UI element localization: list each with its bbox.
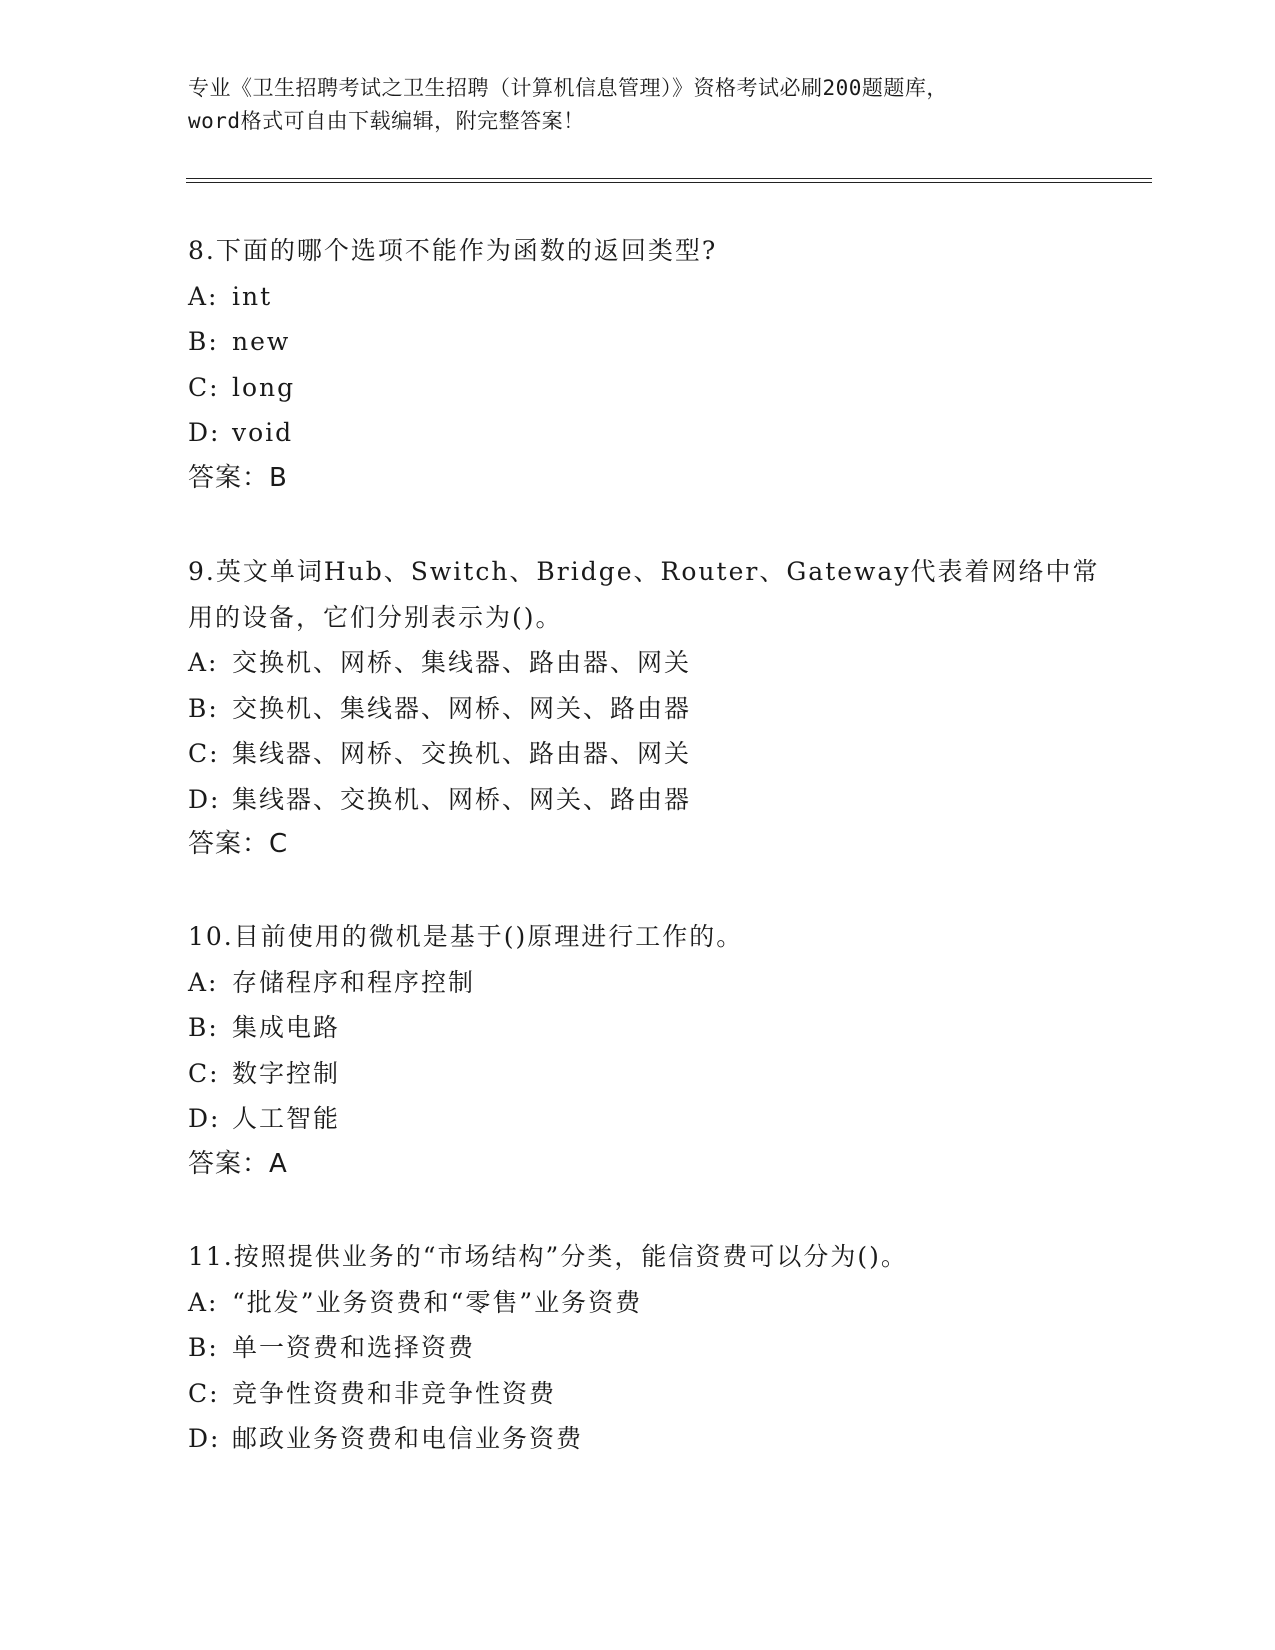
option-text: 竞争性资费和非竞争性资费 xyxy=(232,1378,557,1408)
option-letter: B: xyxy=(188,1013,219,1042)
option-text: 单一资费和选择资费 xyxy=(232,1333,476,1362)
option-c xyxy=(188,365,1148,411)
option-a xyxy=(188,1280,1148,1326)
question-10 xyxy=(188,914,1148,1187)
option-letter: C: xyxy=(188,739,220,768)
option-b xyxy=(188,1325,1148,1371)
option-letter: C: xyxy=(188,372,220,402)
answer-label: 答案：B xyxy=(188,462,288,493)
option-text: void xyxy=(232,418,294,447)
question-11 xyxy=(188,1234,1148,1462)
option-text: “批发”业务资费和“零售”业务资费 xyxy=(232,1287,643,1317)
answer-label: 答案：A xyxy=(188,1148,288,1179)
option-text: 交换机、集线器、网桥、网关、路由器 xyxy=(232,693,692,723)
option-text: 邮政业务资费和电信业务资费 xyxy=(232,1424,584,1453)
option-letter: C: xyxy=(188,1058,220,1088)
option-text: 集线器、网桥、交换机、路由器、网关 xyxy=(232,739,692,768)
answer-label: 答案：C xyxy=(188,829,289,859)
option-letter: D: xyxy=(188,1104,221,1133)
option-b xyxy=(188,319,1148,365)
option-letter: D: xyxy=(188,1424,221,1453)
question-9 xyxy=(188,549,1148,867)
option-letter: A: xyxy=(188,281,219,311)
option-letter: B: xyxy=(188,693,219,723)
question-stem: 8.下面的哪个选项不能作为函数的返回类型? xyxy=(188,236,718,265)
option-text: 数字控制 xyxy=(232,1058,341,1088)
document-header xyxy=(188,72,1108,138)
option-b xyxy=(188,686,1148,732)
question-8 xyxy=(188,228,1148,501)
option-letter: A: xyxy=(188,967,219,997)
option-a xyxy=(188,640,1148,686)
header-divider xyxy=(186,178,1152,183)
option-a xyxy=(188,274,1148,320)
option-text: int xyxy=(232,281,273,311)
option-c xyxy=(188,731,1148,777)
option-text: long xyxy=(232,372,296,402)
option-letter: C: xyxy=(188,1378,220,1408)
question-stem: 11.按照提供业务的“市场结构”分类，能信资费可以分为()。 xyxy=(188,1242,908,1271)
question-stem: 9.英文单词Hub、Switch、Bridge、Router、Gateway代表着网络中常 xyxy=(188,557,1100,586)
option-text: 人工智能 xyxy=(232,1104,341,1133)
option-d xyxy=(188,1096,1148,1142)
option-text: 交换机、网桥、集线器、路由器、网关 xyxy=(232,648,692,677)
option-text: new xyxy=(232,327,291,356)
question-stem-continued: 用的设备，它们分别表示为()。 xyxy=(188,602,563,632)
option-letter: A: xyxy=(188,648,219,677)
option-d xyxy=(188,410,1148,456)
option-letter: D: xyxy=(188,418,221,447)
option-d xyxy=(188,1416,1148,1462)
option-a xyxy=(188,960,1148,1006)
option-text: 集线器、交换机、网桥、网关、路由器 xyxy=(232,784,692,814)
header-line-1: 专业《卫生招聘考试之卫生招聘（计算机信息管理）》资格考试必刷200题题库， xyxy=(188,76,948,100)
option-letter: A: xyxy=(188,1287,219,1317)
option-text: 集成电路 xyxy=(232,1013,341,1042)
option-letter: B: xyxy=(188,327,219,356)
option-letter: B: xyxy=(188,1333,219,1362)
option-d xyxy=(188,777,1148,823)
option-c xyxy=(188,1371,1148,1417)
option-text: 存储程序和程序控制 xyxy=(232,967,476,997)
header-line-2: word格式可自由下载编辑，附完整答案！ xyxy=(188,109,585,133)
question-stem: 10.目前使用的微机是基于()原理进行工作的。 xyxy=(188,922,744,951)
option-b xyxy=(188,1005,1148,1051)
option-letter: D: xyxy=(188,784,221,814)
option-c xyxy=(188,1051,1148,1097)
